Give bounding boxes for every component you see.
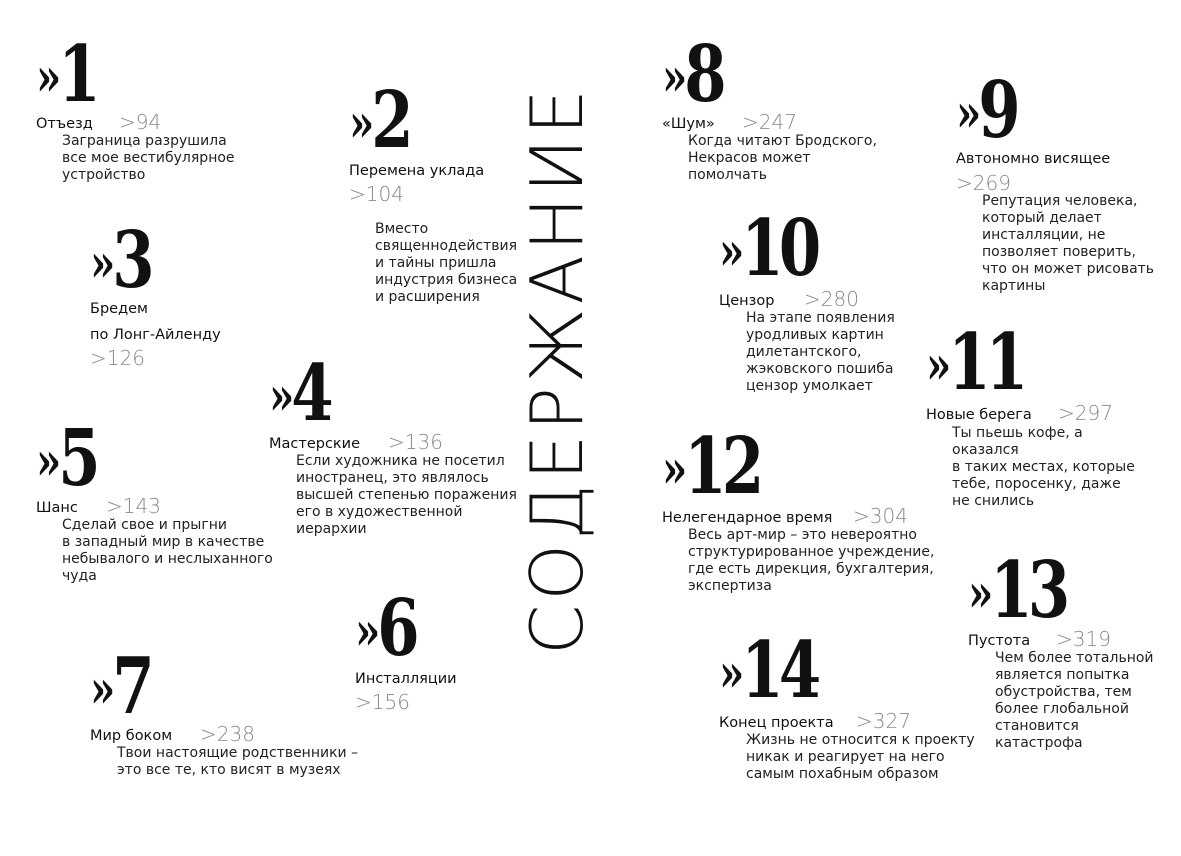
chapter-page: >104	[349, 182, 404, 206]
chevron-icon: »	[355, 601, 373, 662]
chapter-description: Вместо священнодействия и тайны пришла индустрия бизнеса и расширения	[375, 221, 518, 305]
contents-heading-text: СОДЕРЖАНИЕ	[515, 84, 599, 655]
chapter-description: На этапе появления уродливых картин дилетантского, жэковского пошиба цензор умолкает	[746, 310, 895, 394]
chapter-title: Инсталляции	[355, 671, 457, 687]
chevron-icon: »	[719, 643, 737, 704]
chapter-description: Заграница разрушила все мое вестибулярное устройство	[62, 133, 235, 183]
chapter-number: »14	[719, 625, 817, 716]
chapter-title: Новые берега	[926, 407, 1032, 423]
chapter-title: Мир боком	[90, 728, 173, 744]
chevron-icon: »	[968, 563, 986, 624]
chapter-page: >238	[200, 722, 255, 746]
chapter-number: »2	[349, 75, 409, 166]
chapter-title: Конец проекта	[719, 715, 834, 731]
chapter-title: Шанс	[36, 500, 78, 516]
chapter-description: Ты пьешь кофе, а оказался в таких местах, которые тебе, поросенку, даже не снились	[952, 425, 1135, 509]
chapter-number: »3	[90, 215, 150, 306]
chapter-number: »7	[90, 641, 150, 732]
chevron-icon: »	[36, 431, 54, 492]
chapter-number: »9	[956, 65, 1016, 156]
chapter-page: >156	[355, 690, 410, 714]
chevron-icon: »	[662, 47, 680, 108]
chapter-page: >126	[90, 346, 145, 370]
chevron-icon: »	[269, 366, 287, 427]
chapter-page: >269	[956, 171, 1011, 195]
chapter-description: Когда читают Бродского, Некрасов может помолчать	[688, 133, 877, 183]
chapter-page: >280	[804, 287, 859, 311]
chapter-title: Отъезд	[36, 116, 93, 132]
chapter-title: Цензор	[719, 293, 775, 309]
chapter-number: »10	[719, 203, 817, 294]
chapter-title: Бредем	[90, 301, 148, 317]
chevron-icon: »	[90, 659, 108, 720]
chapter-description: Весь арт-мир – это невероятно структурированное учреждение, где есть дирекция, бухгалтерия, экспертиза	[688, 527, 935, 594]
chapter-number: »5	[36, 413, 96, 504]
chapter-description: Твои настоящие родственники – это все те, кто висят в музеях	[117, 745, 359, 778]
chapter-title: Мастерские	[269, 436, 361, 452]
chapter-page: >304	[853, 504, 908, 528]
chapter-number: »8	[662, 29, 722, 120]
chapter-page: >143	[106, 494, 161, 518]
chapter-page: >327	[856, 709, 911, 733]
contents-heading	[512, 32, 602, 707]
chapter-page: >247	[742, 110, 797, 134]
chevron-icon: »	[90, 233, 108, 294]
chapter-page: >319	[1056, 627, 1111, 651]
chapter-title: «Шум»	[662, 116, 715, 132]
chapter-number: »11	[926, 317, 1024, 408]
chapter-title: Нелегендарное время	[662, 510, 833, 526]
chapter-number: »1	[36, 29, 96, 120]
chevron-icon: »	[662, 439, 680, 500]
chapter-number: »12	[662, 421, 760, 512]
chevron-icon: »	[956, 83, 974, 144]
chapter-page: >136	[388, 430, 443, 454]
chapter-description: Сделай свое и прыгни в западный мир в качестве небывалого и неслыханного чуда	[62, 517, 273, 584]
chapter-description: Жизнь не относится к проекту никак и реагирует на него самым похабным образом	[746, 732, 975, 782]
chapter-title: Автономно висящее	[956, 151, 1111, 167]
chapter-number: »4	[269, 348, 329, 439]
chapter-number: »13	[968, 545, 1066, 636]
chevron-icon: »	[719, 221, 737, 282]
chapter-number: »6	[355, 583, 415, 674]
chapter-title: Пустота	[968, 633, 1031, 649]
chapter-title: Перемена уклада	[349, 163, 485, 179]
chapter-page: >94	[119, 110, 162, 134]
chapter-description: Репутация человека, который делает инсталляции, не позволяет поверить, что он может рисовать картины	[982, 193, 1155, 294]
chapter-description: Чем более тотальной является попытка обустройства, тем более глобальной становится катастрофа	[995, 650, 1154, 751]
chapter-page: >297	[1058, 401, 1113, 425]
chapter-description: Если художника не посетил иностранец, это являлось высшей степенью поражения его в художественной иерархии	[296, 453, 517, 537]
chevron-icon: »	[36, 47, 54, 108]
chevron-icon: »	[349, 93, 367, 154]
chevron-icon: »	[926, 335, 944, 396]
chapter-title-line-2: по Лонг-Айленду	[90, 327, 221, 343]
